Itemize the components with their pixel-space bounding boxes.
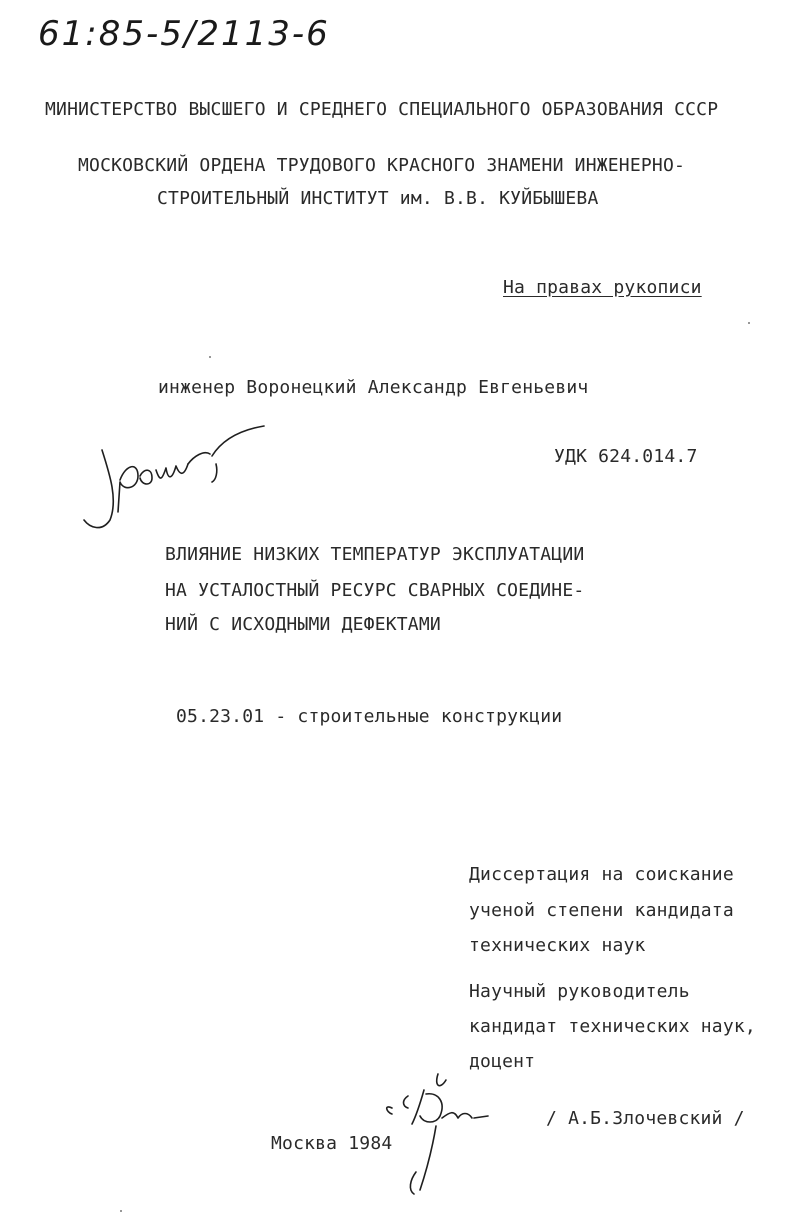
specialty-line: 05.23.01 - строительные конструкции <box>176 706 563 727</box>
title-line-1: ВЛИЯНИЕ НИЗКИХ ТЕМПЕРАТУР ЭКСПЛУАТАЦИИ <box>165 544 585 565</box>
speck <box>120 1210 122 1212</box>
dissertation-line-1: Диссертация на соискание <box>469 864 734 885</box>
supervisor-line-2: кандидат технических наук, <box>469 1016 756 1037</box>
place-year: Москва 1984 <box>271 1133 393 1154</box>
udc-code: УДК 624.014.7 <box>554 446 698 467</box>
supervisor-name: / А.Б.Злочевский / <box>546 1108 745 1129</box>
author-signature <box>80 420 280 535</box>
supervisor-signature <box>380 1060 520 1200</box>
dissertation-line-3: технических наук <box>469 935 646 956</box>
dissertation-line-2: ученой степени кандидата <box>469 900 734 921</box>
institute-line-1: МОСКОВСКИЙ ОРДЕНА ТРУДОВОГО КРАСНОГО ЗНАМЕНИ ИНЖЕНЕРНО- <box>78 155 686 176</box>
speck <box>209 356 211 358</box>
manuscript-note: На правах рукописи <box>503 277 702 298</box>
ministry-line: МИНИСТЕРСТВО ВЫСШЕГО И СРЕДНЕГО СПЕЦИАЛЬНОГО ОБРАЗОВАНИЯ СССР <box>45 99 719 120</box>
title-line-2: НА УСТАЛОСТНЫЙ РЕСУРС СВАРНЫХ СОЕДИНЕ- <box>165 580 585 601</box>
supervisor-line-3: доцент <box>469 1051 536 1072</box>
archive-code: 61:85-5/2113-6 <box>38 14 330 54</box>
institute-line-2: СТРОИТЕЛЬНЫЙ ИНСТИТУТ им. В.В. КУЙБЫШЕВА <box>157 188 599 209</box>
speck <box>748 322 750 324</box>
author-line: инженер Воронецкий Александр Евгеньевич <box>158 377 589 398</box>
supervisor-line-1: Научный руководитель <box>469 981 690 1002</box>
title-line-3: НИЙ С ИСХОДНЫМИ ДЕФЕКТАМИ <box>165 614 441 635</box>
